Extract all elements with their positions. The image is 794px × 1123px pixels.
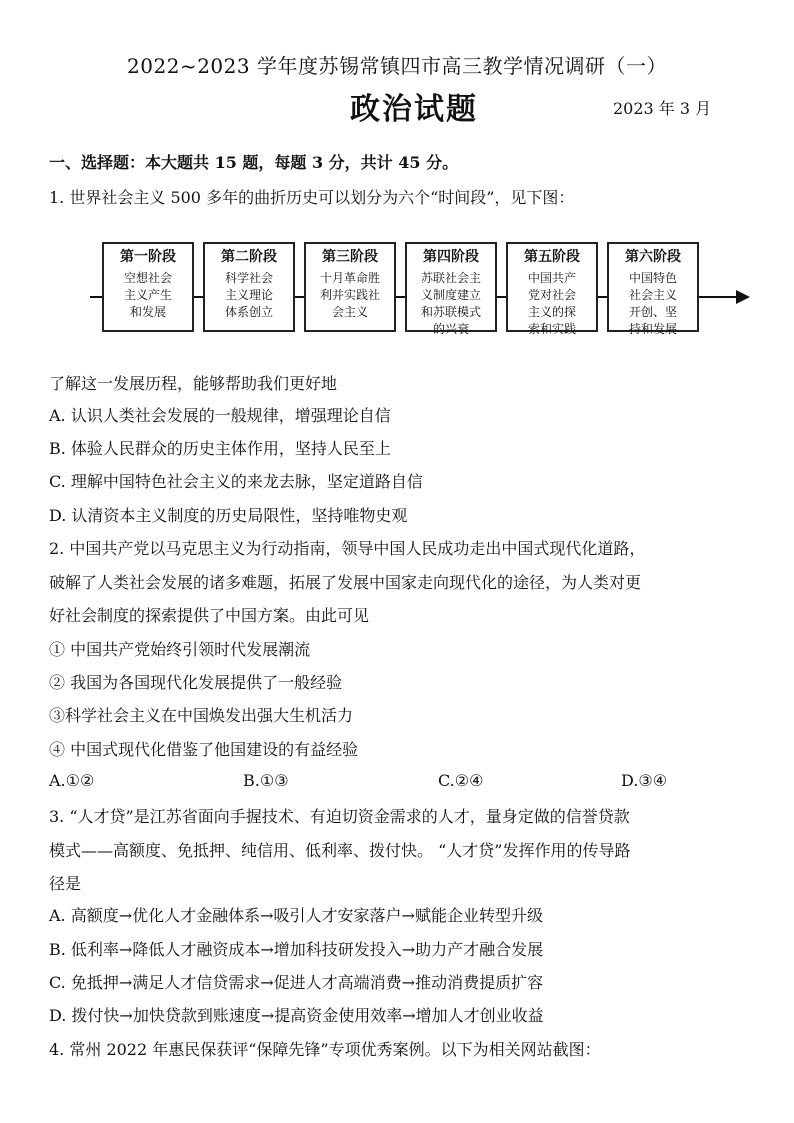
q3-option-d: D. 拨付快→加快贷款到账速度→提高资金使用效率→增加人才创业收益 [49, 1006, 544, 1025]
stage-title: 第二阶段 [221, 249, 277, 265]
q3-stem-line-1: 3. “人才贷”是江苏省面向手握技术、有迫切资金需求的人才，量身定做的信誉贷款 [49, 807, 630, 826]
q1-option-c: C. 理解中国特色社会主义的来龙去脉，坚定道路自信 [49, 472, 423, 491]
stage-description [306, 270, 394, 321]
q2-choice-b: B.①③ [243, 771, 289, 790]
stage-line: 科学社会 [224, 271, 273, 285]
stage-description [508, 270, 596, 338]
timeline-stage-4 [405, 242, 497, 336]
q2-item-1: ① 中国共产党始终引领时代发展潮流 [49, 640, 311, 659]
q1-lead: 了解这一发展历程，能够帮助我们更好地 [49, 374, 338, 393]
q1-stem: 1. 世界社会主义 500 多年的曲折历史可以划分为六个“时间段”，见下图： [49, 188, 575, 207]
stage-line: 中国特色 [628, 271, 677, 285]
q2-stem-line-3: 好社会制度的探索提供了中国方案。由此可见 [49, 606, 370, 625]
stage-title: 第四阶段 [423, 249, 479, 265]
stage-line: 会主义 [331, 305, 368, 319]
stage-description [609, 270, 697, 338]
stage-description [104, 270, 192, 321]
stage-line: 中国共产 [527, 271, 576, 285]
stage-title: 第三阶段 [322, 249, 378, 265]
q2-item-3: ③科学社会主义在中国焕发出强大生机活力 [49, 706, 354, 725]
q1-option-a: A. 认识人类社会发展的一般规律，增强理论自信 [49, 406, 391, 425]
q1-option-b: B. 体验人民群众的历史主体作用，坚持人民至上 [49, 439, 391, 458]
q3-stem-line-2: 模式——高额度、免抵押、纯信用、低利率、拨付快。 “人才贷”发挥作用的传导路 [49, 841, 631, 860]
q2-choice-c: C.②④ [438, 771, 484, 790]
q2-choice-a: A.①② [49, 771, 95, 790]
stage-line: 十月革命胜 [319, 271, 380, 285]
q3-option-b: B. 低利率→降低人才融资成本→增加科技研发投入→助力产才融合发展 [49, 940, 544, 959]
timeline-stage-5 [506, 242, 598, 336]
stage-line: 索和实践 [527, 322, 576, 336]
stage-line: 主义理论 [224, 288, 273, 302]
stage-line: 利并实践社 [319, 288, 380, 302]
q2-item-4: ④ 中国式现代化借鉴了他国建设的有益经验 [49, 740, 359, 759]
stage-line: 义制度建立 [420, 288, 481, 302]
q1-timeline-figure [90, 238, 750, 338]
stage-line: 空想社会 [123, 271, 172, 285]
stage-title: 第五阶段 [524, 249, 580, 265]
stage-line: 主义的探 [527, 305, 576, 319]
stage-line: 主义产生 [123, 288, 172, 302]
q2-stem-line-2: 破解了人类社会发展的诸多难题，拓展了发展中国家走向现代化的途径，为人类对更 [49, 573, 642, 592]
stage-line: 和苏联模式 [420, 305, 481, 319]
q2-stem-line-1: 2. 中国共产党以马克思主义为行动指南，领导中国人民成功走出中国式现代化道路， [49, 539, 646, 558]
stage-title: 第六阶段 [625, 249, 681, 265]
q2-item-2: ② 我国为各国现代化发展提供了一般经验 [49, 673, 343, 692]
stage-line: 党对社会 [527, 288, 576, 302]
q4-stem: 4. 常州 2022 年惠民保获评“保障先锋”专项优秀案例。以下为相关网站截图： [49, 1040, 601, 1059]
stage-line: 的兴衰 [432, 322, 469, 336]
subject-title: 政治试题 [350, 92, 478, 127]
timeline-stage-6 [607, 242, 699, 336]
exam-date: 2023 年 3 月 [613, 99, 712, 118]
stage-description [407, 270, 495, 338]
q2-choice-d: D.③④ [621, 771, 668, 790]
exam-title: 2022~2023 学年度苏锡常镇四市高三教学情况调研（一） [127, 54, 667, 78]
q3-option-a: A. 高额度→优化人才金融体系→吸引人才安家落户→赋能企业转型升级 [49, 906, 543, 925]
timeline-stage-2 [203, 242, 295, 332]
stage-line: 持和发展 [628, 322, 677, 336]
stage-line: 和发展 [129, 305, 166, 319]
q1-option-d: D. 认清资本主义制度的历史局限性，坚持唯物史观 [49, 506, 408, 525]
q3-stem-line-3: 径是 [49, 874, 82, 893]
stage-title: 第一阶段 [120, 249, 176, 265]
q3-option-c: C. 免抵押→满足人才信贷需求→促进人才高端消费→推动消费提质扩容 [49, 973, 544, 992]
stage-description [205, 270, 293, 321]
section-heading: 一、选择题：本大题共 15 题，每题 3 分，共计 45 分。 [49, 153, 459, 172]
stage-line: 苏联社会主 [420, 271, 481, 285]
timeline-arrow-icon [736, 290, 750, 304]
stage-line: 体系创立 [224, 305, 273, 319]
timeline-stage-1 [102, 242, 194, 332]
stage-line: 社会主义 [628, 288, 677, 302]
stage-line: 开创、坚 [628, 305, 677, 319]
timeline-stage-3 [304, 242, 396, 332]
